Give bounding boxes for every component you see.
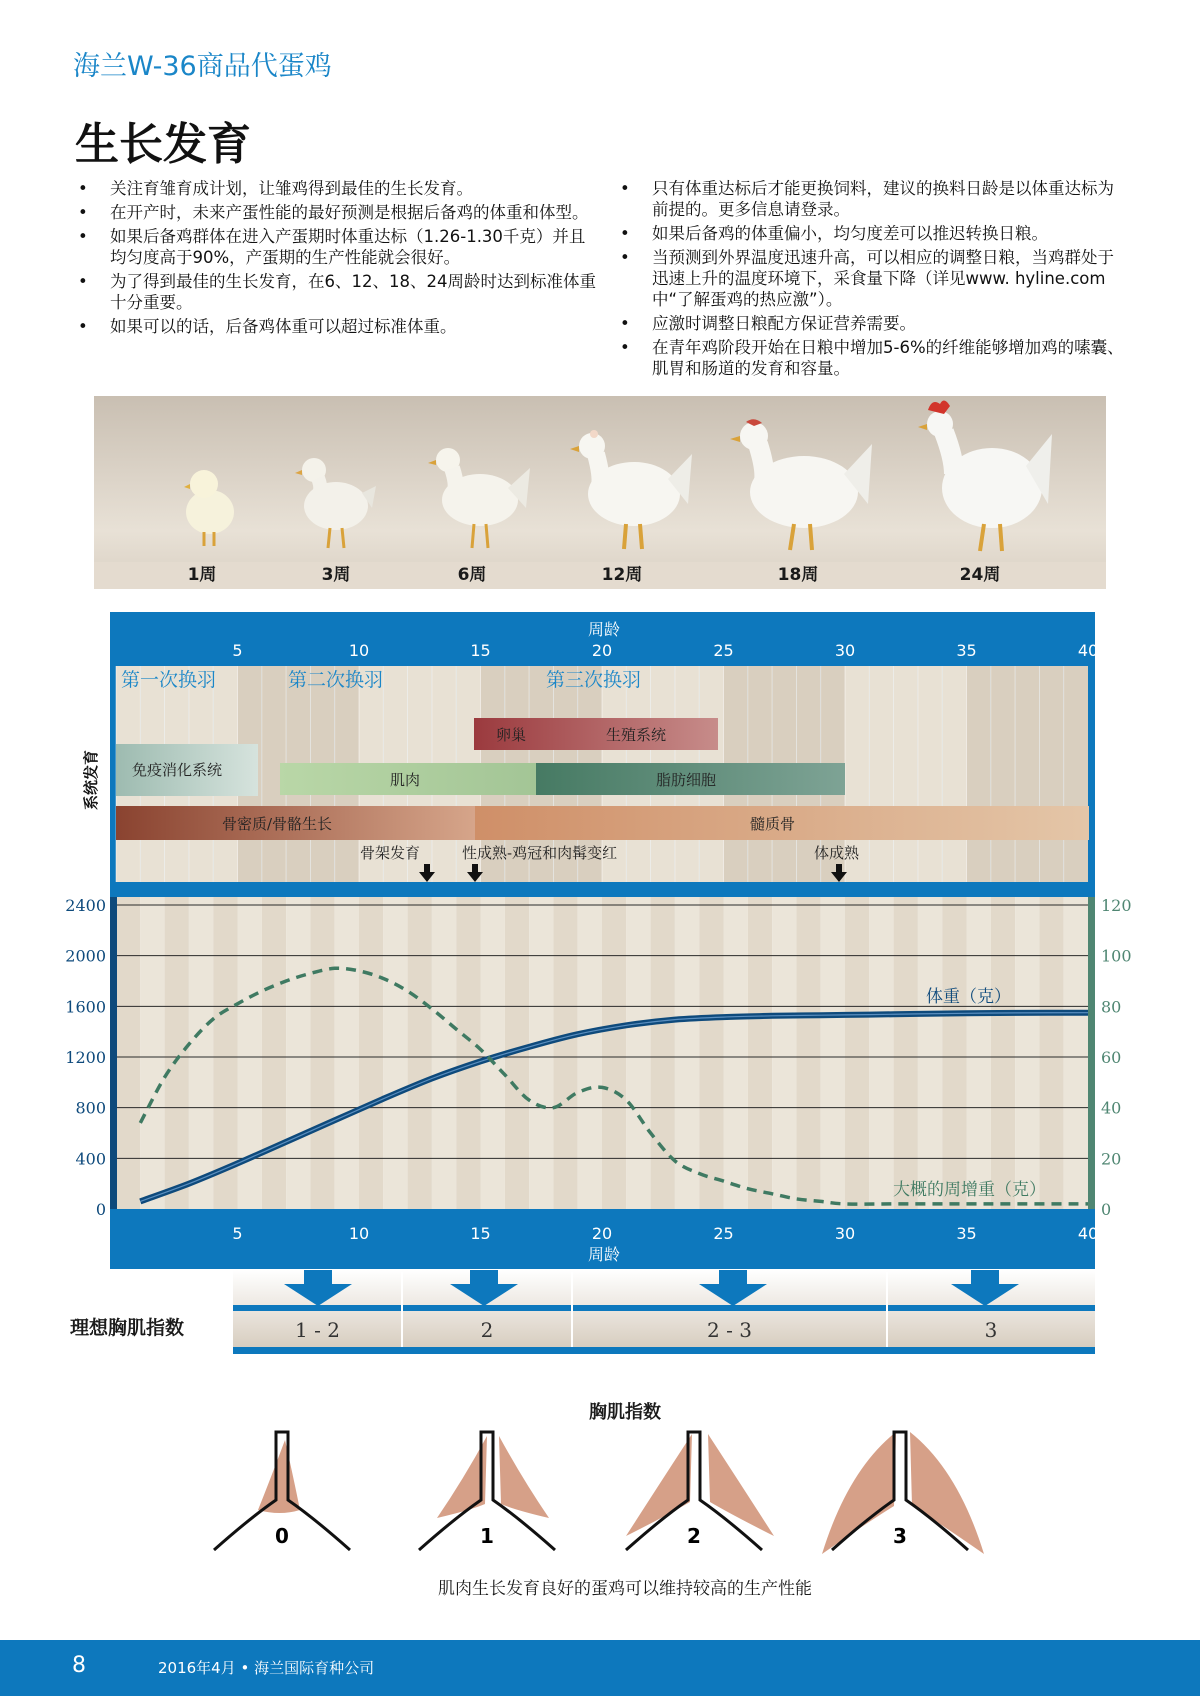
side-label: 系统发育 (82, 749, 100, 810)
chart-stripe (189, 897, 213, 1209)
chart-stripe (140, 897, 164, 1209)
breast-index-value: 2 - 3 (707, 1318, 752, 1342)
top-axis-tick: 30 (834, 641, 856, 660)
bottom-axis-tick: 40 (1077, 1224, 1099, 1243)
subtitle: 海兰W-36商品代蛋鸡 (73, 51, 332, 82)
left-axis-tick: 2000 (65, 946, 106, 966)
breast-score-1 (419, 1432, 555, 1550)
chart-stripe (772, 897, 796, 1209)
bullet-item: • 在青年鸡阶段开始在日粮中增加5-6%的纤维能够增加鸡的嗉囊、肌胃和肠道的发育和容量。 (620, 337, 1130, 379)
timeline-stripe (894, 666, 918, 882)
chart-stripe (651, 897, 675, 1209)
timeline-stripe (918, 666, 942, 882)
right-axis-tick: 100 (1101, 946, 1132, 966)
left-axis-tick: 800 (75, 1098, 106, 1118)
chart-stripe (456, 897, 480, 1209)
week-label: 6周 (457, 565, 487, 585)
chart-stripe (1039, 897, 1063, 1209)
chart-stripe (529, 897, 553, 1209)
breast-index-value: 1 - 2 (295, 1318, 340, 1342)
milestone-sexual-maturity: 性成熟-鸡冠和肉髯变红 (462, 844, 618, 862)
bottom-axis-tick: 15 (470, 1224, 491, 1243)
breast-score-3 (822, 1432, 984, 1554)
top-axis-tick: 10 (348, 641, 370, 660)
chart-stripe (408, 897, 432, 1209)
chart-stripe (1015, 897, 1039, 1209)
week-label: 1周 (187, 565, 217, 585)
top-axis-tick: 25 (713, 641, 734, 660)
bullet-item: • 在开产时，未来产蛋性能的最好预测是根据后备鸡的体重和体型。 (78, 202, 598, 223)
left-axis-tick: 400 (75, 1149, 106, 1169)
left-axis-tick: 2400 (65, 896, 106, 915)
right-axis-tick: 20 (1101, 1149, 1122, 1169)
chart-stripe (699, 897, 723, 1209)
bullet-item: • 应激时调整日粮配方保证营养需要。 (620, 313, 1130, 334)
bottom-axis-tick: 35 (956, 1224, 977, 1243)
top-axis-tick: 35 (956, 641, 977, 660)
chart-stripe (335, 897, 359, 1209)
week-label: 24周 (959, 565, 1001, 585)
bullet-item: • 为了得到最佳的生长发育，在6、12、18、24周龄时达到标准体重十分重要。 (78, 271, 598, 313)
top-axis-tick: 20 (591, 641, 613, 660)
left-axis-tick: 0 (95, 1200, 106, 1219)
right-axis-tick: 120 (1101, 896, 1132, 915)
bullet-item: • 当预测到外界温度迅速升高，可以相应的调整日粮，当鸡群处于迅速上升的温度环境下，采食量下降（详见www. hyline.com中“了解蛋鸡的热应激”）。 (620, 247, 1130, 310)
bullet-item: • 如果可以的话，后备鸡体重可以超过标准体重。 (78, 316, 598, 337)
breast-score-0 (214, 1432, 350, 1550)
left-axis-tick: 1600 (65, 997, 106, 1017)
bottom-axis-tick: 5 (232, 1224, 243, 1243)
chart-stripe (310, 897, 334, 1209)
bar-label-ovary: 卵巢 (496, 726, 527, 744)
top-axis-tick: 40 (1077, 641, 1099, 660)
right-axis-ticks (1101, 896, 1132, 1219)
molt-label-3: 第三次换羽 (546, 669, 642, 691)
chart-stripe (675, 897, 699, 1209)
bottom-axis-tick: 20 (591, 1224, 613, 1243)
breast-index-value: 3 (984, 1318, 998, 1342)
chart-stripe (821, 897, 845, 1209)
bar-label-immune: 免疫消化系统 (132, 761, 223, 779)
score-label: 3 (893, 1524, 907, 1548)
chart-stripe (1064, 897, 1088, 1209)
chart-stripe (383, 897, 407, 1209)
chart-stripe (262, 897, 286, 1209)
bar-label-reproductive: 生殖系统 (606, 726, 667, 744)
bullet-item: • 只有体重达标后才能更换饲料，建议的换料日龄是以体重达标为前提的。更多信息请登录。 (620, 178, 1130, 220)
bullet-item: • 如果后备鸡的体重偏小，均匀度差可以推迟转换日粮。 (620, 223, 1130, 244)
chart-stripe (165, 897, 189, 1209)
top-axis-title: 周龄 (587, 620, 621, 639)
chart-stripe (724, 897, 748, 1209)
bullet-item: • 关注育雏育成计划，让雏鸡得到最佳的生长发育。 (78, 178, 598, 199)
left-axis-bar (110, 897, 117, 1209)
chart-stripe (918, 897, 942, 1209)
bar-label-fat: 脂肪细胞 (656, 771, 717, 789)
breast-index-value: 2 (480, 1318, 494, 1342)
score-label: 1 (480, 1524, 494, 1548)
chart-stripe (286, 897, 310, 1209)
bottom-axis-tick: 10 (348, 1224, 370, 1243)
chart-stripe (796, 897, 820, 1209)
right-axis-tick: 60 (1101, 1048, 1122, 1067)
top-axis-tick: 5 (232, 641, 243, 660)
chart-stripe (942, 897, 966, 1209)
breast-index-bottom-rule (233, 1347, 1095, 1354)
bar-label-bone: 骨密质/骨骼生长 (222, 815, 333, 833)
molt-label-1: 第一次换羽 (121, 669, 217, 691)
series-label-body-weight: 体重（克） (926, 987, 1011, 1007)
timeline-stripe (1064, 666, 1088, 882)
chart-stripe (845, 897, 869, 1209)
week-label: 3周 (321, 565, 351, 585)
timeline-stripe (991, 666, 1015, 882)
series-label-weekly-gain: 大概的周增重（克） (893, 1180, 1046, 1200)
bullet-item: • 如果后备鸡群体在进入产蛋期时体重达标（1.26-1.30千克）并且均匀度高于90%，产蛋期的生产性能就会很好。 (78, 226, 598, 268)
score-label: 2 (687, 1524, 701, 1548)
bar-label-muscle: 肌肉 (390, 771, 421, 789)
chart-stripe (967, 897, 991, 1209)
breast-index-top-rule (233, 1305, 1095, 1311)
right-axis-tick: 80 (1101, 997, 1122, 1017)
molt-label-2: 第二次换羽 (288, 669, 384, 691)
page-title: 生长发育 (75, 119, 251, 170)
breast-index-heading: 胸肌指数 (589, 1402, 661, 1423)
week-label: 18周 (777, 565, 819, 585)
bottom-axis-title: 周龄 (587, 1245, 621, 1264)
bar-label-medullary: 髓质骨 (750, 815, 796, 833)
chart-stripe (869, 897, 893, 1209)
milestone-body-maturity: 体成熟 (814, 844, 860, 862)
timeline-stripe (1039, 666, 1063, 882)
milestone-skeleton: 骨架发育 (360, 844, 421, 862)
breast-score-2 (626, 1432, 774, 1550)
bottom-axis-tick: 25 (713, 1224, 734, 1243)
timeline-stripe (869, 666, 893, 882)
right-axis-tick: 0 (1101, 1200, 1112, 1219)
breast-index-caption: 肌肉生长发育良好的蛋鸡可以维持较高的生产性能 (438, 1579, 812, 1599)
page-number: 8 (72, 1653, 86, 1678)
footer (0, 1640, 1200, 1696)
week-label: 12周 (601, 565, 643, 585)
timeline-stripe (942, 666, 966, 882)
chart-stripe (553, 897, 577, 1209)
right-axis-bar (1088, 897, 1095, 1209)
chart-stripe (894, 897, 918, 1209)
timeline-divider (110, 882, 1095, 897)
chart-background (116, 897, 1088, 1209)
breast-index-band (233, 1270, 1095, 1354)
top-axis-tick: 15 (470, 641, 491, 660)
timeline-stripe (967, 666, 991, 882)
chart-stripe (602, 897, 626, 1209)
footer-info: 2016年4月 • 海兰国际育种公司 (158, 1659, 375, 1677)
ideal-breast-index-label: 理想胸肌指数 (70, 1317, 185, 1339)
chart-stripe (432, 897, 456, 1209)
chart-stripe (991, 897, 1015, 1209)
chart-stripe (626, 897, 650, 1209)
chart-stripe (578, 897, 602, 1209)
score-label: 0 (275, 1524, 289, 1548)
chart-stripe (359, 897, 383, 1209)
chart-stripe (748, 897, 772, 1209)
right-axis-tick: 40 (1101, 1098, 1122, 1118)
chart-stripe (116, 897, 140, 1209)
left-axis-tick: 1200 (65, 1048, 106, 1067)
left-axis-ticks (65, 896, 106, 1219)
timeline-stripe (1015, 666, 1039, 882)
bottom-axis-tick: 30 (834, 1224, 856, 1243)
